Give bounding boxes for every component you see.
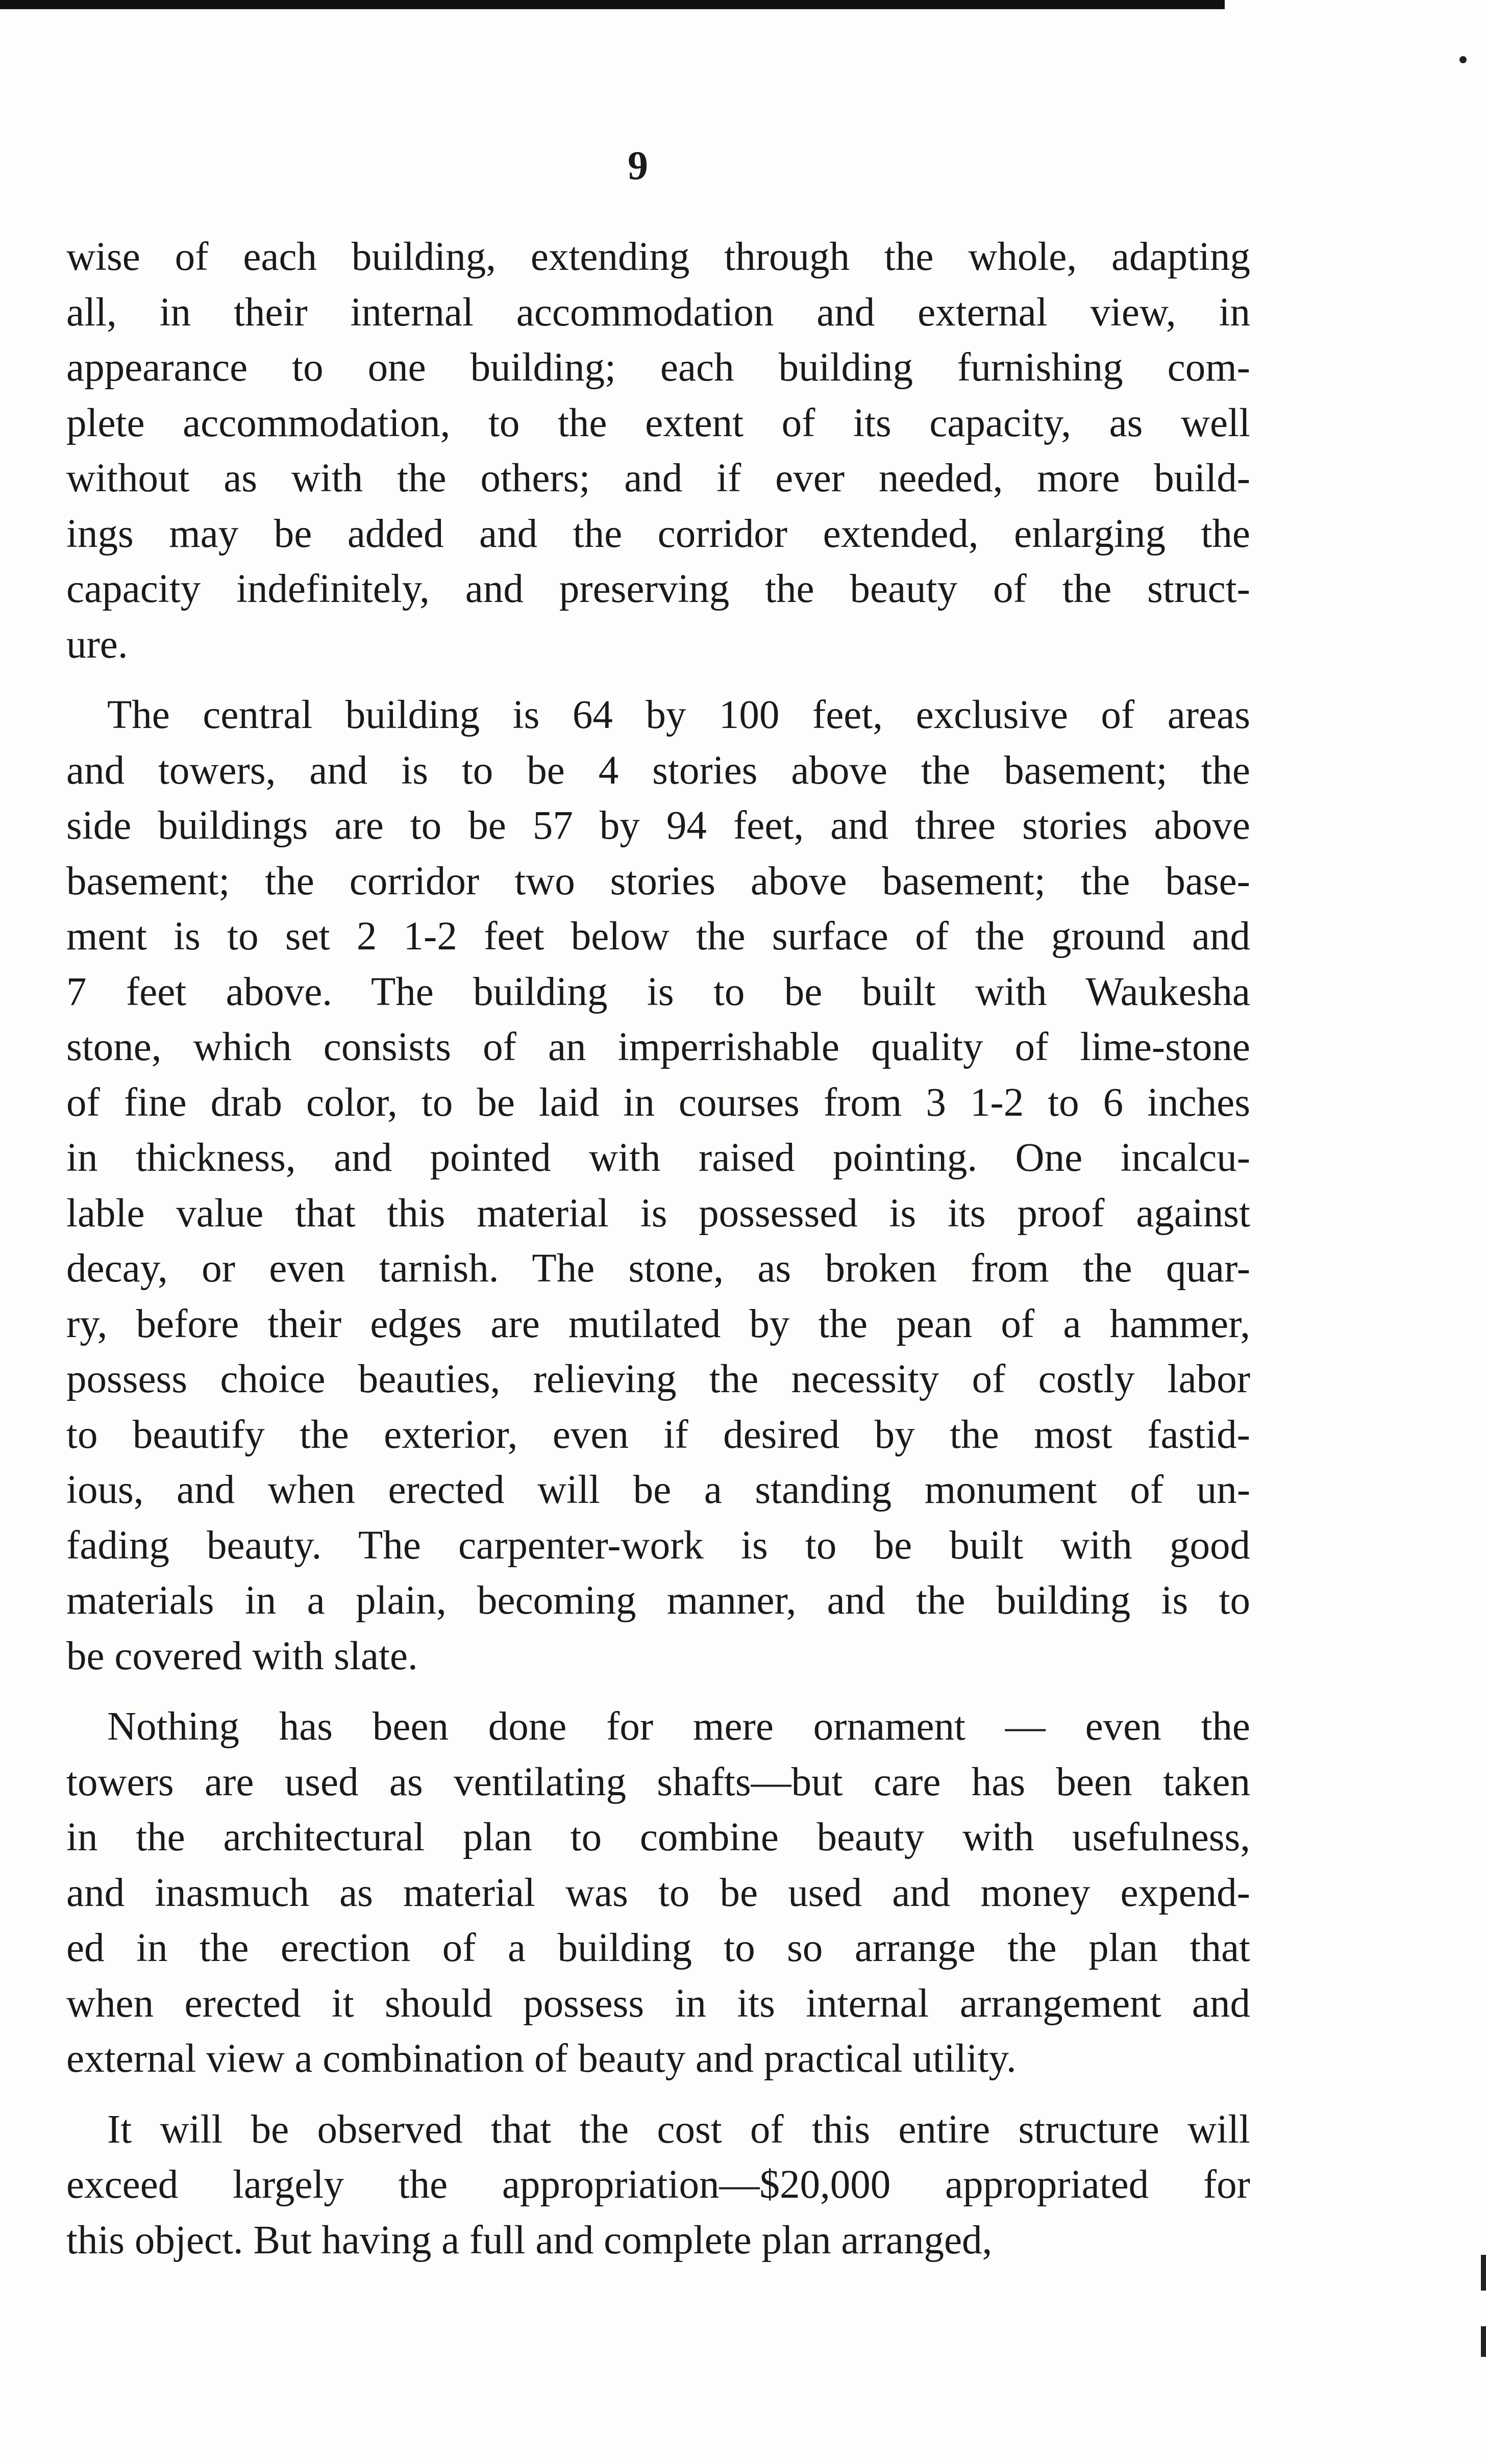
text-line: materials in a plain, becoming manner, and the building is to: [66, 1578, 1250, 1623]
text-line: ings may be added and the corridor extended, enlarging the: [66, 511, 1250, 556]
text-line: side buildings are to be 57 by 94 feet, and three stories above: [66, 803, 1250, 848]
text-line: 7 feet above. The building is to be built with Waukesha: [66, 969, 1250, 1014]
text-line: without as with the others; and if ever needed, more build-: [66, 456, 1250, 500]
paragraph-gap: [66, 2087, 1250, 2102]
text-line: when erected it should possess in its internal arrangement and: [66, 1981, 1250, 2026]
text-line: The central building is 64 by 100 feet, exclusive of areas: [107, 693, 1250, 737]
top-border-rule: [0, 0, 1225, 9]
text-line: possess choice beauties, relieving the necessity of costly labor: [66, 1357, 1250, 1401]
text-line: stone, which consists of an imperrishable quality of lime-stone: [66, 1025, 1250, 1069]
ink-speck: [1459, 56, 1467, 63]
paragraph-gap: [66, 672, 1250, 688]
text-line: of fine drab color, to be laid in courses from 3 1-2 to 6 inches: [66, 1080, 1250, 1125]
text-line: towers are used as ventilating shafts—but care has been taken: [66, 1759, 1250, 1804]
text-line: external view a combination of beauty and practical utility.: [66, 2036, 1017, 2081]
text-line: all, in their internal accommodation and external view, in: [66, 290, 1250, 335]
text-line: capacity indefinitely, and preserving the beauty of the struct-: [66, 567, 1250, 611]
page-edge-mark: [1481, 2326, 1486, 2357]
text-line: ment is to set 2 1-2 feet below the surface of the ground and: [66, 914, 1250, 959]
text-line: lable value that this material is possessed is its proof against: [66, 1191, 1250, 1236]
text-line: fading beauty. The carpenter-work is to be built with good: [66, 1523, 1250, 1568]
page-number: 9: [628, 143, 648, 188]
text-line: in thickness, and pointed with raised pointing. One incalcu-: [66, 1136, 1250, 1180]
text-line: basement; the corridor two stories above basement; the base-: [66, 859, 1250, 903]
text-line: ed in the erection of a building to so arrange the plan that: [66, 1926, 1250, 1970]
text-line: exceed largely the appropriation—$20,000 appropriated for: [66, 2163, 1250, 2207]
text-line: and towers, and is to be 4 stories above the basement; the: [66, 748, 1250, 793]
paragraph-gap: [66, 1684, 1250, 1699]
text-line: this object. But having a full and complete plan arranged,: [66, 2218, 993, 2262]
text-line: ry, before their edges are mutilated by the pean of a hammer,: [66, 1301, 1250, 1346]
paragraph-p1: [66, 230, 1250, 672]
page-edge-mark: [1481, 2255, 1486, 2291]
text-line: to beautify the exterior, even if desired by the most fastid-: [66, 1412, 1250, 1457]
text-line: be covered with slate.: [66, 1633, 418, 1678]
text-line: ious, and when erected will be a standing monument of un-: [66, 1468, 1250, 1512]
text-line: decay, or even tarnish. The stone, as broken from the quar-: [66, 1246, 1250, 1291]
text-line: appearance to one building; each building furnishing com-: [66, 345, 1250, 390]
paragraph-p2: [66, 688, 1250, 1684]
text-line: plete accommodation, to the extent of its capacity, as well: [66, 400, 1250, 445]
body-text: [66, 230, 1250, 2268]
paragraph-p4: [66, 2102, 1250, 2269]
text-line: It will be observed that the cost of this entire structure will: [107, 2107, 1250, 2152]
text-line: and inasmuch as material was to be used and money expend-: [66, 1870, 1250, 1915]
paragraph-p3: [66, 1699, 1250, 2087]
text-line: in the architectural plan to combine beauty with usefulness,: [66, 1815, 1250, 1859]
text-line: ure.: [66, 622, 128, 667]
text-line: wise of each building, extending through the whole, adapting: [66, 235, 1250, 279]
text-line: Nothing has been done for mere ornament — even the: [107, 1704, 1250, 1749]
